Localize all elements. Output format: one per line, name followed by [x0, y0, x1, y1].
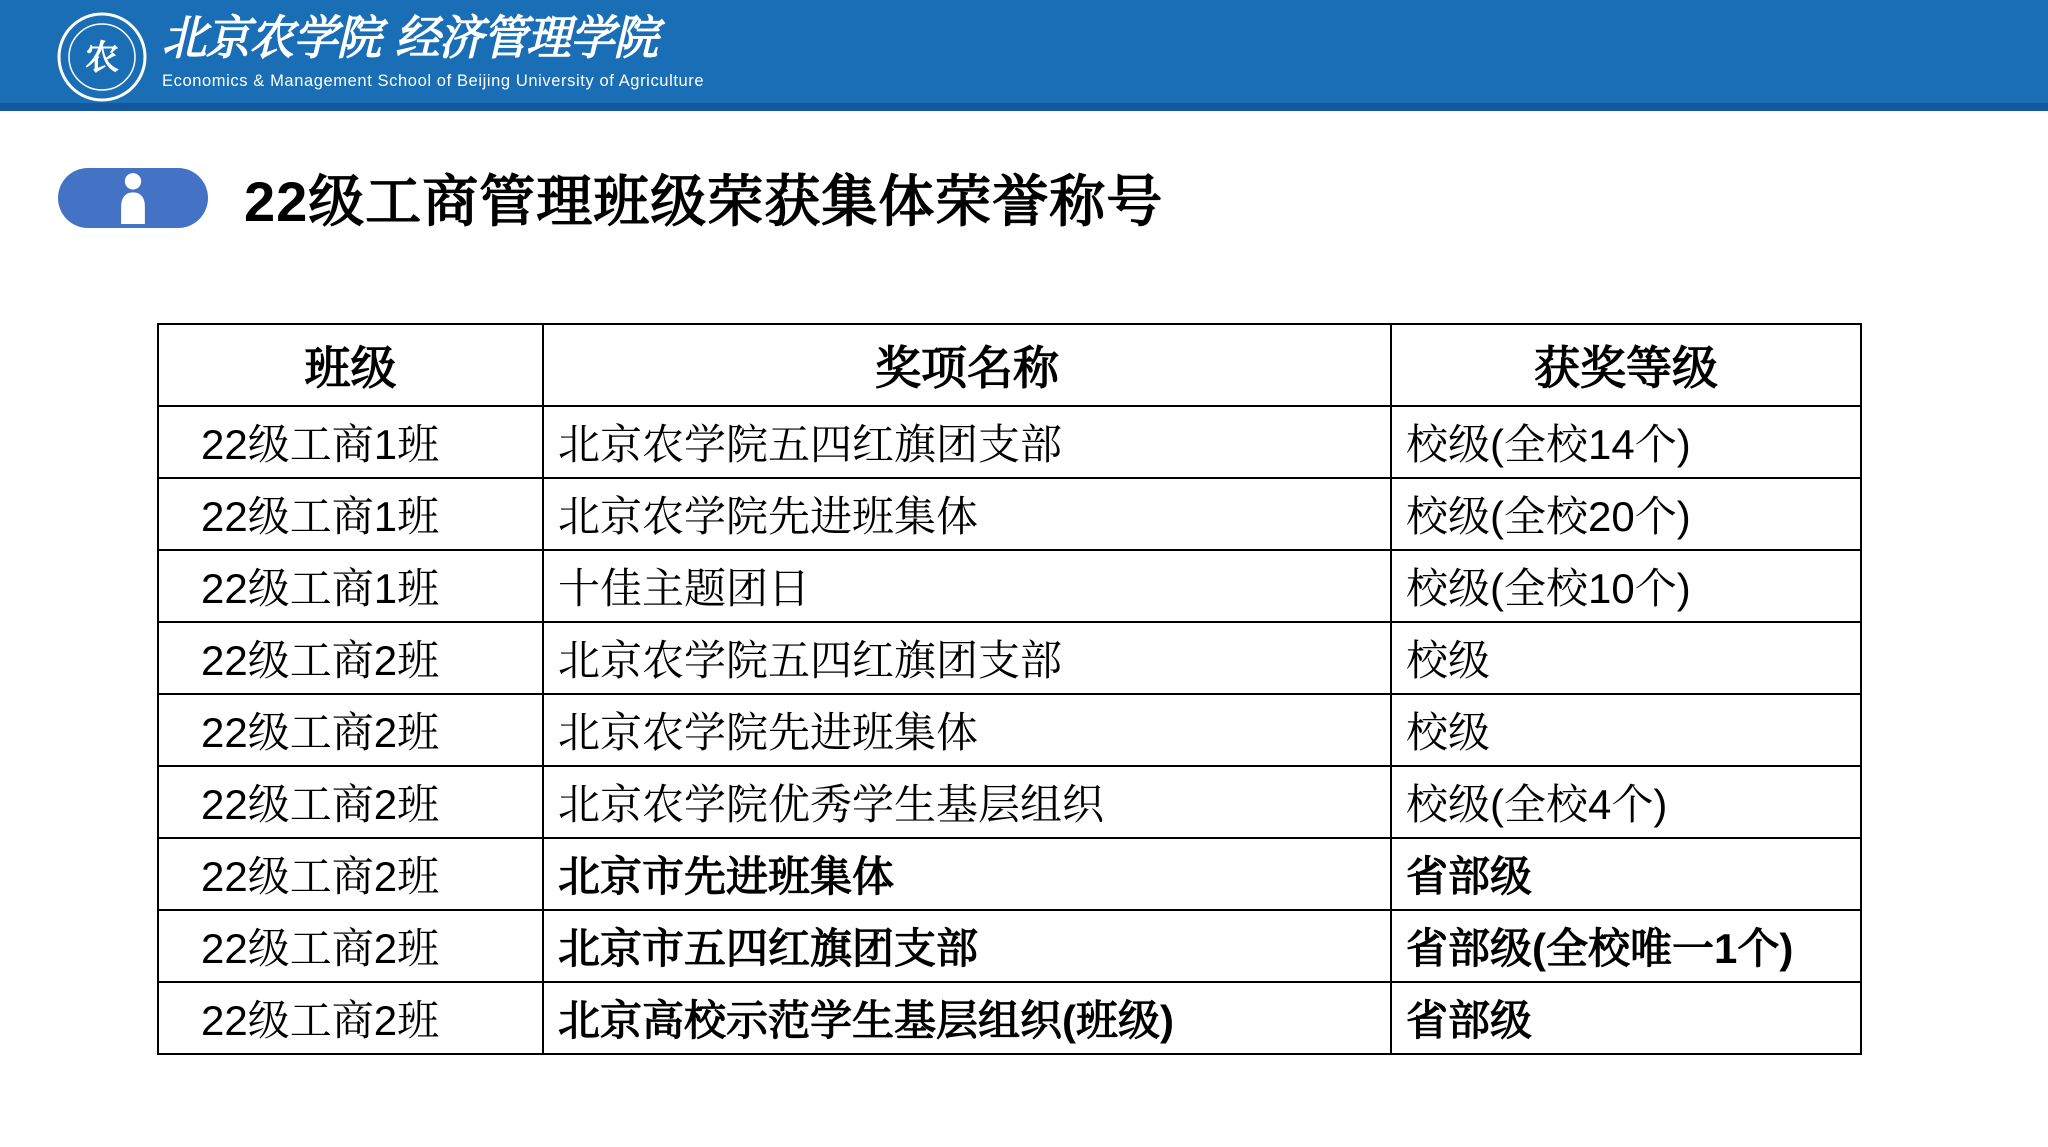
cell-class-name: 22级工商2班	[158, 694, 543, 766]
table-header-row	[158, 324, 1861, 406]
school-logo	[56, 11, 148, 103]
table-row	[158, 838, 1861, 910]
cell-award-name: 北京农学院先进班集体	[543, 478, 1391, 550]
cell-class-name: 22级工商2班	[158, 622, 543, 694]
cell-award-name: 北京市五四红旗团支部	[543, 910, 1391, 982]
cell-award-level: 省部级(全校唯一1个)	[1391, 910, 1861, 982]
title-bullet-pill	[58, 168, 208, 228]
cell-award-name: 北京高校示范学生基层组织(班级)	[543, 982, 1391, 1054]
cell-award-name: 北京农学院五四红旗团支部	[543, 406, 1391, 478]
table-body	[158, 406, 1861, 1054]
column-header-level: 获奖等级	[1391, 324, 1861, 406]
cell-class-name: 22级工商2班	[158, 766, 543, 838]
table-row	[158, 550, 1861, 622]
table-row	[158, 478, 1861, 550]
cell-award-level: 校级(全校14个)	[1391, 406, 1861, 478]
cell-award-level: 校级	[1391, 622, 1861, 694]
cell-class-name: 22级工商2班	[158, 838, 543, 910]
cell-class-name: 22级工商1班	[158, 478, 543, 550]
cell-award-name: 北京农学院五四红旗团支部	[543, 622, 1391, 694]
school-name-chinese: 北京农学院 经济管理学院	[162, 11, 658, 66]
school-logo-emblem	[56, 11, 148, 103]
awards-table	[157, 323, 1862, 1055]
cell-award-name: 十佳主题团日	[543, 550, 1391, 622]
table-row	[158, 982, 1861, 1054]
person-icon	[110, 172, 156, 224]
cell-award-level: 省部级	[1391, 982, 1861, 1054]
table-row	[158, 622, 1861, 694]
cell-award-name: 北京市先进班集体	[543, 838, 1391, 910]
table-row	[158, 910, 1861, 982]
school-banner	[0, 0, 2048, 111]
cell-award-level: 校级(全校20个)	[1391, 478, 1861, 550]
slide-title-row	[58, 158, 1163, 238]
cell-award-name: 北京农学院先进班集体	[543, 694, 1391, 766]
cell-award-level: 省部级	[1391, 838, 1861, 910]
cell-class-name: 22级工商2班	[158, 982, 543, 1054]
school-name-english: Economics & Management School of Beijing University of Agriculture	[162, 72, 705, 90]
column-header-award: 奖项名称	[543, 324, 1391, 406]
cell-class-name: 22级工商2班	[158, 910, 543, 982]
page-title: 22级工商管理班级荣获集体荣誉称号	[244, 170, 1164, 233]
table-row	[158, 766, 1861, 838]
school-names	[162, 10, 704, 91]
cell-class-name: 22级工商1班	[158, 550, 543, 622]
cell-award-level: 校级(全校10个)	[1391, 550, 1861, 622]
cell-award-level: 校级	[1391, 694, 1861, 766]
column-header-class: 班级	[158, 324, 543, 406]
school-emblem-glyph: 农	[85, 38, 119, 78]
table-row	[158, 406, 1861, 478]
table-row	[158, 694, 1861, 766]
cell-class-name: 22级工商1班	[158, 406, 543, 478]
cell-award-level: 校级(全校4个)	[1391, 766, 1861, 838]
cell-award-name: 北京农学院优秀学生基层组织	[543, 766, 1391, 838]
banner-bottom-strip	[0, 103, 2048, 111]
